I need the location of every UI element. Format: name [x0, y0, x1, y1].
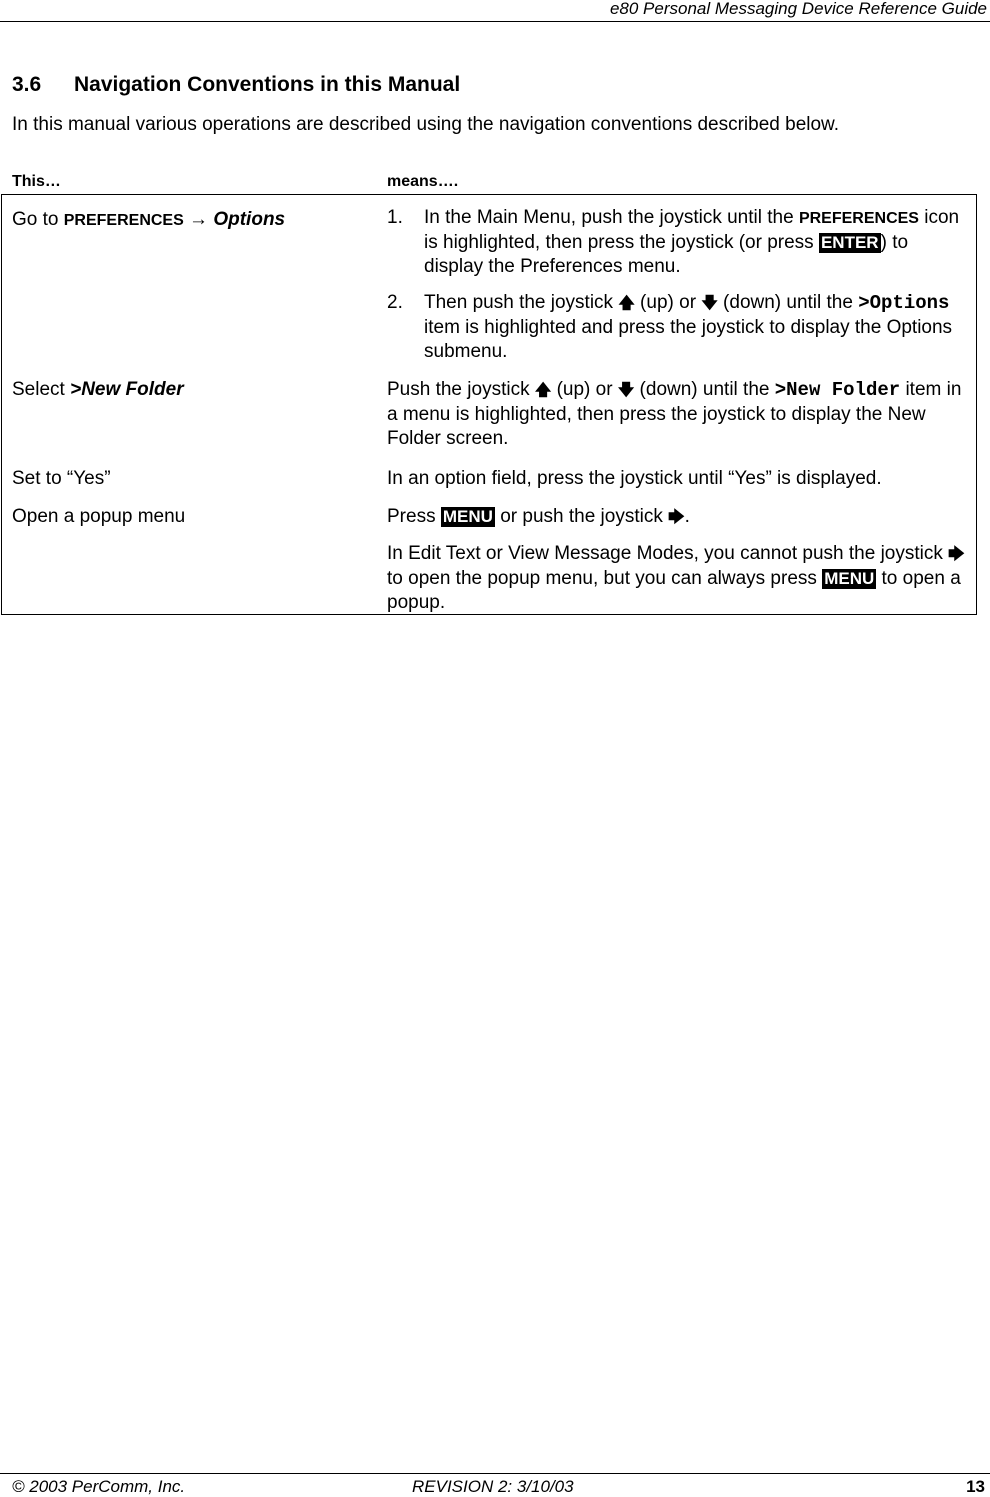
list-number-1: 1.: [387, 207, 403, 228]
item1-preferences: PREFERENCES: [798, 210, 919, 227]
row1-item2: [387, 291, 967, 366]
item2-text-a: Then push the joystick: [424, 292, 619, 313]
column-header-means: means….: [387, 173, 459, 190]
row2-this-new-folder: >New Folder: [70, 379, 184, 400]
footer-revision: REVISION 2: 3/10/03: [412, 1477, 574, 1496]
column-header-this: This…: [12, 173, 61, 190]
row4-means-p2: [387, 542, 967, 615]
footer-rule: [0, 1473, 990, 1474]
row3-this: Set to “Yes”: [12, 468, 111, 489]
footer-copyright: © 2003 PerComm, Inc.: [12, 1477, 186, 1496]
section-number: 3.6: [12, 73, 42, 96]
row2-text-a: Push the joystick: [387, 379, 535, 400]
row2-text-d: item in a menu is highlighted, then press the joystick to display the New Folder screen.: [387, 379, 962, 449]
intro-paragraph: In this manual various operations are described using the navigation conventions described below.: [12, 114, 840, 135]
enter-key-badge: ENTER: [820, 233, 879, 252]
row2-text-c: (down) until the: [634, 379, 775, 400]
row1-item2-text: [424, 291, 969, 364]
page-header: [0, 0, 990, 22]
row4-this: Open a popup menu: [12, 506, 186, 527]
row2-new-folder-code: >New Folder: [774, 379, 901, 401]
up-arrow-icon: 🡅: [618, 295, 635, 312]
row4-p1-text-b: or push the joystick: [494, 506, 669, 527]
row1-this-preferences: PREFERENCES: [63, 212, 184, 229]
row1-this-options: Options: [213, 209, 286, 230]
right-arrow-icon: 🡆: [948, 546, 965, 563]
menu-key-badge: MENU: [442, 507, 493, 526]
down-arrow-icon: 🡇: [701, 295, 718, 312]
row1-item1-text: [424, 206, 969, 279]
item2-options-code: >Options: [858, 292, 950, 314]
item1-text-a: In the Main Menu, push the joystick until the: [424, 207, 799, 228]
row3-means: In an option field, press the joystick until “Yes” is displayed.: [387, 468, 882, 489]
header-title: e80 Personal Messaging Device Reference Guide: [609, 0, 987, 18]
up-arrow-icon: 🡅: [534, 382, 552, 399]
row1-this-text: Go to: [12, 209, 64, 230]
menu-key-badge: MENU: [824, 569, 875, 588]
row4-p1-text-c: .: [684, 506, 690, 527]
right-arrow-icon: 🡆: [668, 509, 685, 526]
list-number-2: 2.: [387, 292, 403, 313]
row2-text-b: (up) or: [551, 379, 618, 400]
row4-means-p1: [387, 505, 967, 530]
item1-text-b: icon is highlighted, then press the joystick (or press: [424, 207, 960, 253]
row2-this: [12, 378, 184, 402]
row2-this-text: Select: [12, 379, 71, 400]
down-arrow-icon: 🡇: [617, 382, 635, 399]
item2-text-b: (up) or: [634, 292, 702, 313]
row1-item1: [387, 206, 967, 286]
section-heading: [12, 72, 460, 98]
row1-this: [12, 208, 285, 233]
footer-page-number: 13: [966, 1477, 985, 1496]
row4-p2-text-a: In Edit Text or View Message Modes, you cannot push the joystick: [387, 543, 949, 564]
right-arrow-icon: →: [183, 209, 214, 230]
row4-p2-text-b: to open the popup menu, but you can always press: [387, 568, 823, 589]
row4-p2-text-c: to open a popup.: [387, 568, 961, 613]
row2-means: [387, 378, 962, 451]
row4-p1-text-a: Press: [387, 506, 441, 527]
item2-text-c: (down) until the: [717, 292, 859, 313]
section-title: Navigation Conventions in this Manual: [74, 73, 461, 96]
item2-text-d: item is highlighted and press the joystick to display the Options submenu.: [424, 317, 953, 362]
item1-text-c: ) to display the Preferences menu.: [424, 232, 909, 277]
